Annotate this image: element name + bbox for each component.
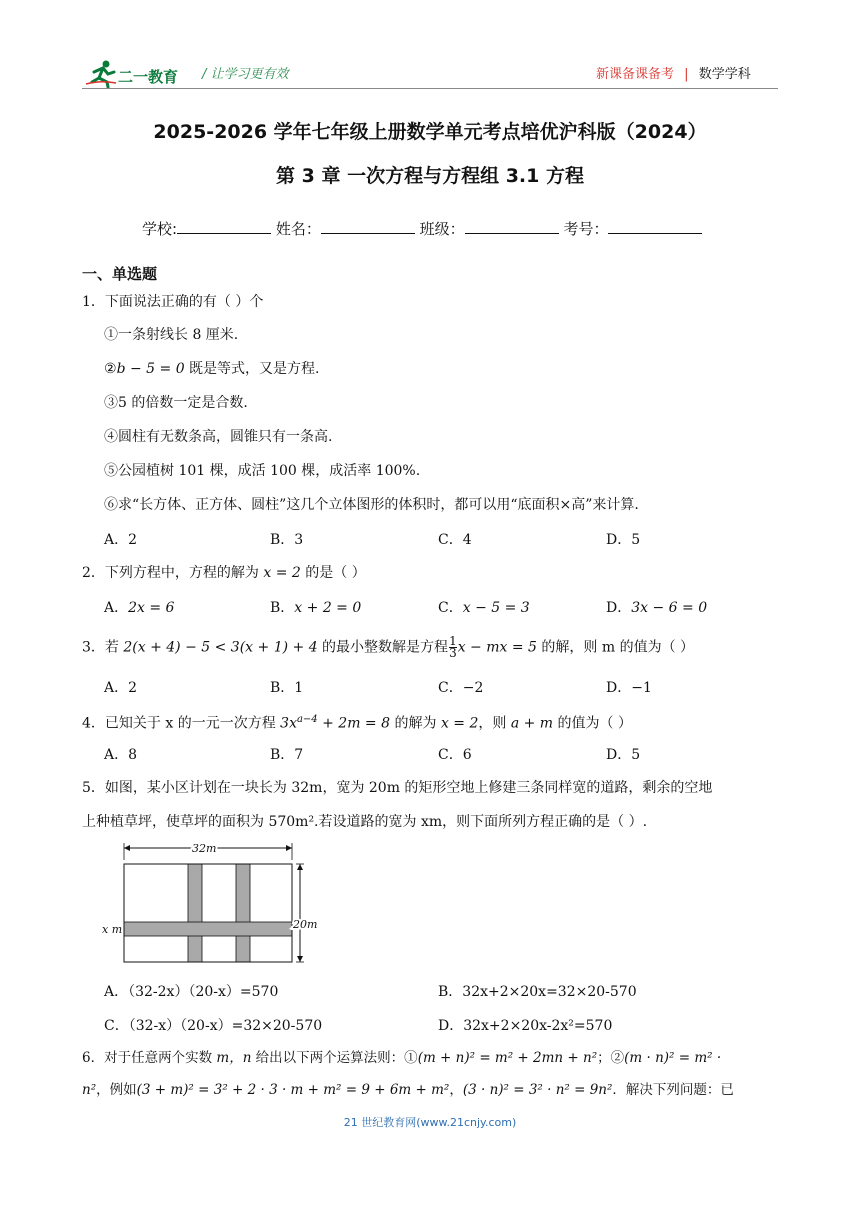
q3-option-b[interactable]: B．1 bbox=[270, 680, 304, 696]
q5-stem-line-1: 5．如图，某小区计划在一块长为 32m，宽为 20m 的矩形空地上修建三条同样宽的道路，剩余的空地 bbox=[82, 780, 713, 796]
q2-option-c[interactable] bbox=[438, 597, 530, 617]
q6-l2-end: ．解决下列问题：已 bbox=[612, 1082, 734, 1098]
q2-d-math: 3x − 6 = 0 bbox=[631, 600, 708, 616]
q3-inequality: 2(x + 4) − 5 < 3(x + 1) + 4 bbox=[123, 639, 318, 656]
q1-s2-text: 既是等式，又是方程. bbox=[184, 361, 320, 377]
school-label: 学校: bbox=[142, 220, 178, 238]
q1-statement-5: ⑤公园植树 101 棵，成活 100 棵，成活率 100%. bbox=[104, 463, 421, 479]
header-course: 新课备课备考 bbox=[596, 67, 675, 82]
q6-l2-sep: ， bbox=[449, 1082, 463, 1098]
q6-example-1: (3 + m)² = 3² + 2 · 3 · m + m² = 9 + 6m + m² bbox=[136, 1082, 450, 1098]
header-logo bbox=[84, 58, 194, 88]
q2-b-math: x + 2 = 0 bbox=[294, 600, 362, 616]
q6-rule-1: (m + n)² = m² + 2mn + n² bbox=[417, 1050, 598, 1066]
q4-stem bbox=[82, 710, 632, 734]
q3-fraction bbox=[449, 636, 457, 659]
q1-s2-math: b − 5 = 0 bbox=[116, 361, 185, 377]
fig-top-label: 32m bbox=[192, 842, 217, 855]
q1-s2-number: ② bbox=[104, 361, 117, 377]
q3-frac-den: 3 bbox=[449, 646, 457, 660]
slogan: / 让学习更有效 bbox=[202, 67, 289, 82]
q2-option-b[interactable] bbox=[270, 597, 361, 617]
q3-frac-num: 1 bbox=[449, 634, 457, 648]
q6-rule-2-end: n² bbox=[82, 1082, 97, 1098]
name-label: 姓名： bbox=[275, 220, 321, 238]
q5-option-b[interactable]: B．32x+2×20x=32×20-570 bbox=[438, 984, 637, 1000]
logo-text: 二一教育 bbox=[118, 68, 179, 86]
q4-option-d[interactable]: D．5 bbox=[606, 747, 641, 763]
q3-stem-mid: 的最小整数解是方程 bbox=[317, 639, 449, 656]
q2-stem-end: 的是（ ） bbox=[300, 565, 366, 581]
q1-stem: 1．下面说法正确的有（ ）个 bbox=[82, 294, 264, 310]
q6-l1-mid: 给出以下两个运算法则：① bbox=[251, 1050, 418, 1066]
page-footer[interactable]: 21 世纪教育网(www.21cnjy.com) bbox=[343, 1116, 517, 1129]
q4-stem-mid: 的解为 bbox=[390, 715, 441, 732]
q4-stem-text: 4．已知关于 x 的一元一次方程 bbox=[82, 715, 281, 732]
q6-example-2: (3 · n)² = 3² · n² = 9n² bbox=[462, 1082, 613, 1098]
q1-statement-6: ⑥求“长方体、正方体、圆柱”这几个立体图形的体积时，都可以用“底面积×高”来计算. bbox=[104, 497, 639, 513]
fig-right-label: 20m bbox=[293, 918, 318, 931]
q2-a-math: 2x = 6 bbox=[128, 600, 175, 616]
q3-option-c[interactable]: C．−2 bbox=[438, 680, 484, 696]
q3-option-a[interactable]: A．2 bbox=[104, 680, 138, 696]
q2-stem bbox=[82, 563, 366, 583]
school-field[interactable] bbox=[177, 220, 271, 234]
q4-option-a[interactable]: A．8 bbox=[104, 747, 138, 763]
student-info bbox=[142, 218, 702, 239]
q6-l2-text: ，例如 bbox=[96, 1082, 137, 1098]
q2-a-label: A． bbox=[104, 600, 129, 616]
q2-c-label: C． bbox=[438, 600, 463, 616]
q2-stem-math: x = 2 bbox=[263, 565, 301, 581]
q1-statement-3: ③5 的倍数一定是合数. bbox=[104, 395, 248, 411]
q6-stem-line-2 bbox=[82, 1080, 734, 1100]
q3-option-d[interactable]: D．−1 bbox=[606, 680, 652, 696]
runner-logo-icon bbox=[84, 58, 118, 88]
q2-option-d[interactable] bbox=[606, 597, 707, 617]
q4-math-3: x = 2 bbox=[440, 715, 479, 732]
class-label: 班级： bbox=[419, 220, 465, 238]
q3-stem-text: 3．若 bbox=[82, 639, 124, 656]
header-right bbox=[596, 63, 751, 82]
q6-stem-line-1 bbox=[82, 1048, 721, 1068]
q4-math-2: + 2m = 8 bbox=[317, 715, 391, 732]
q5-option-c[interactable]: C．（32-x）（20-x）=32×20-570 bbox=[104, 1018, 323, 1034]
q6-l1-sep: ；② bbox=[597, 1050, 625, 1066]
header-subject: 数学学科 bbox=[698, 67, 751, 82]
q2-c-math: x − 5 = 3 bbox=[462, 600, 530, 616]
q1-statement-2 bbox=[104, 359, 320, 379]
q2-option-a[interactable] bbox=[104, 597, 174, 617]
number-field[interactable] bbox=[608, 220, 702, 234]
q1-option-a[interactable]: A．2 bbox=[104, 532, 138, 548]
q6-l1-text: 6．对于任意两个实数 bbox=[82, 1050, 217, 1066]
q4-option-b[interactable]: B．7 bbox=[270, 747, 304, 763]
q4-stem-end: 的值为（ ） bbox=[553, 715, 632, 732]
fig-left-label: x m bbox=[102, 923, 123, 936]
q4-stem-mid2: ，则 bbox=[478, 715, 511, 732]
q3-stem bbox=[82, 636, 694, 659]
q1-statement-1: ①一条射线长 8 厘米. bbox=[104, 327, 239, 343]
q3-equation: x − mx = 5 bbox=[457, 639, 537, 656]
q4-exponent: a−4 bbox=[296, 714, 318, 725]
q5-figure bbox=[100, 840, 320, 968]
q1-option-b[interactable]: B．3 bbox=[270, 532, 304, 548]
q5-option-d[interactable]: D．32x+2×20x-2x²=570 bbox=[438, 1018, 613, 1034]
q4-math-1: 3x bbox=[280, 715, 297, 732]
q3-stem-end: 的解，则 m 的值为（ ） bbox=[536, 639, 695, 656]
q4-option-c[interactable]: C．6 bbox=[438, 747, 472, 763]
header-separator: | bbox=[684, 67, 689, 82]
q2-stem-text: 2．下列方程中，方程的解为 bbox=[82, 565, 264, 581]
page-subtitle: 第 3 章 一次方程与方程组 3.1 方程 bbox=[276, 165, 584, 187]
class-field[interactable] bbox=[465, 220, 559, 234]
q1-option-d[interactable]: D．5 bbox=[606, 532, 641, 548]
header-divider bbox=[82, 88, 778, 89]
name-field[interactable] bbox=[321, 220, 415, 234]
q1-statement-4: ④圆柱有无数条高，圆锥只有一条高. bbox=[104, 429, 333, 445]
q1-option-c[interactable]: C．4 bbox=[438, 532, 472, 548]
q5-stem-line-2: 上种植草坪，使草坪的面积为 570m².若设道路的宽为 xm，则下面所列方程正确的是（ ）. bbox=[82, 814, 648, 830]
q6-rule-2: (m · n)² = m² · bbox=[624, 1050, 722, 1066]
number-label: 考号： bbox=[563, 220, 609, 238]
section-heading: 一、单选题 bbox=[82, 265, 158, 283]
q2-b-label: B． bbox=[270, 600, 295, 616]
page-title: 2025-2026 学年七年级上册数学单元考点培优沪科版（2024） bbox=[153, 121, 707, 143]
q4-math-4: a + m bbox=[510, 715, 554, 732]
q5-option-a[interactable]: A．（32-2x）（20-x）=570 bbox=[104, 984, 279, 1000]
q2-d-label: D． bbox=[606, 600, 632, 616]
q6-l1-vars: m，n bbox=[216, 1050, 252, 1066]
